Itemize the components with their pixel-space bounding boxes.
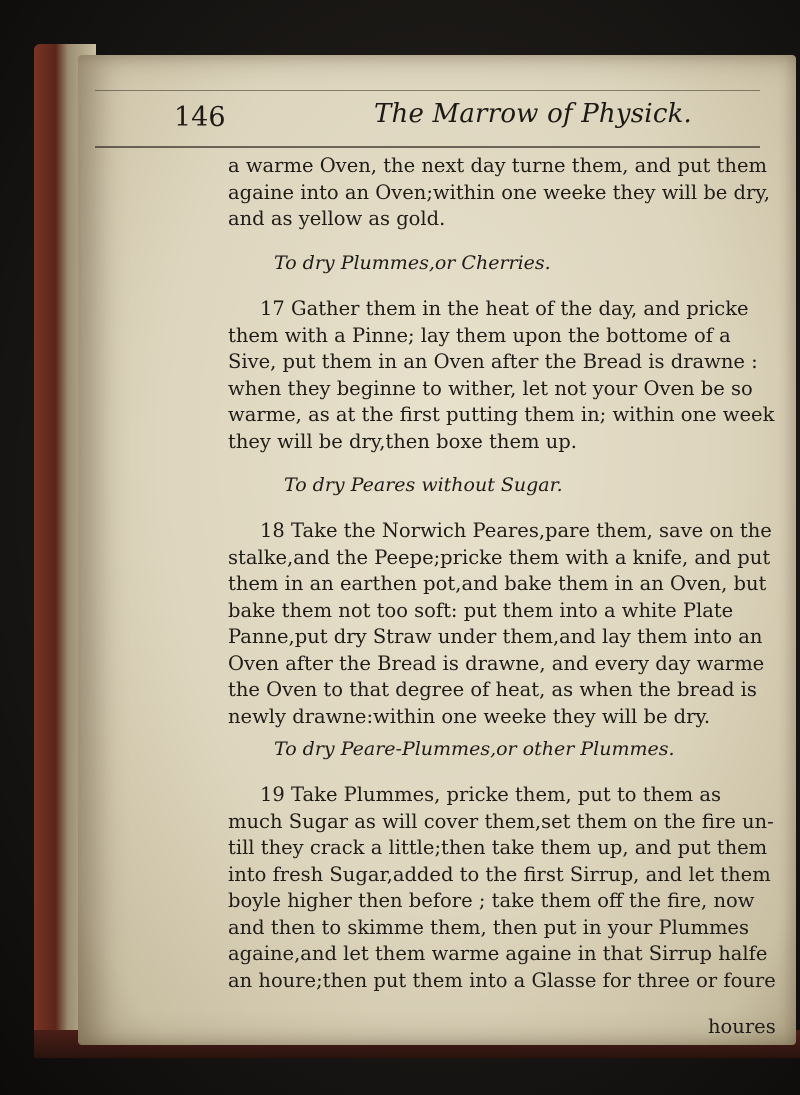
text-line: 19 Take Plummes, pricke them, put to them as (260, 783, 721, 806)
text-line: a warme Oven, the next day turne them, and put them (228, 154, 767, 177)
text-line: an houre;then put them into a Glasse for three or foure (228, 968, 776, 992)
recipe-paragraph (228, 518, 788, 730)
text-line: bake them not too soft: put them into a white Plate (228, 598, 734, 622)
recipe-heading: To dry Plummes,or Cherries. (274, 252, 551, 274)
text-line: Oven after the Bread is drawne, and every day warme (228, 651, 765, 675)
page-number: 146 (174, 102, 226, 133)
recipe-heading: To dry Peare-Plummes,or other Plummes. (274, 738, 675, 760)
recipe-paragraph (228, 296, 788, 455)
text-line: they will be dry,then boxe them up. (228, 429, 577, 453)
text-line: stalke,and the Peepe;pricke them with a knife, and put (228, 545, 771, 569)
text-line: them in an earthen pot,and bake them in an Oven, but (228, 572, 767, 595)
running-title: The Marrow of Physick. (374, 99, 692, 129)
text-line: them with a Pinne; lay them upon the bottome of a (228, 323, 731, 347)
text-line: againe,and let them warme againe in that Sirrup halfe (228, 942, 768, 965)
text-line: newly drawne:within one weeke they will be dry. (228, 704, 711, 728)
text-line: Panne,put dry Straw under them,and lay them into an (228, 625, 763, 648)
recipe-paragraph (228, 782, 788, 994)
catchword: houres (708, 1015, 776, 1038)
text-line: Sive, put them in an Oven after the Bread is drawne : (228, 350, 758, 373)
text-line: warme, as at the first putting them in; within one week (228, 403, 775, 426)
text-line: 18 Take the Norwich Peares,pare them, save on the (260, 519, 772, 542)
text-line: into fresh Sugar,added to the first Sirrup, and let them (228, 862, 771, 886)
text-line: and then to skimme them, then put in your Plummes (228, 915, 749, 939)
text-line: boyle higher then before ; take them off the fire, now (228, 889, 755, 912)
header-rule-bottom (95, 146, 760, 148)
text-line: againe into an Oven;within one weeke they will be dry, (228, 180, 770, 204)
recipe-heading: To dry Peares without Sugar. (284, 474, 563, 496)
text-line: and as yellow as gold. (228, 207, 446, 230)
text-line: till they crack a little;then take them up, and put them (228, 836, 768, 859)
text-line: much Sugar as will cover them,set them on the fire un- (228, 809, 774, 833)
text-line: 17 Gather them in the heat of the day, and pricke (260, 297, 749, 320)
text-line: when they beginne to wither, let not your Oven be so (228, 376, 753, 400)
header-rule-top (95, 90, 760, 91)
continuation-paragraph (228, 153, 788, 233)
text-line: the Oven to that degree of heat, as when the bread is (228, 678, 757, 701)
